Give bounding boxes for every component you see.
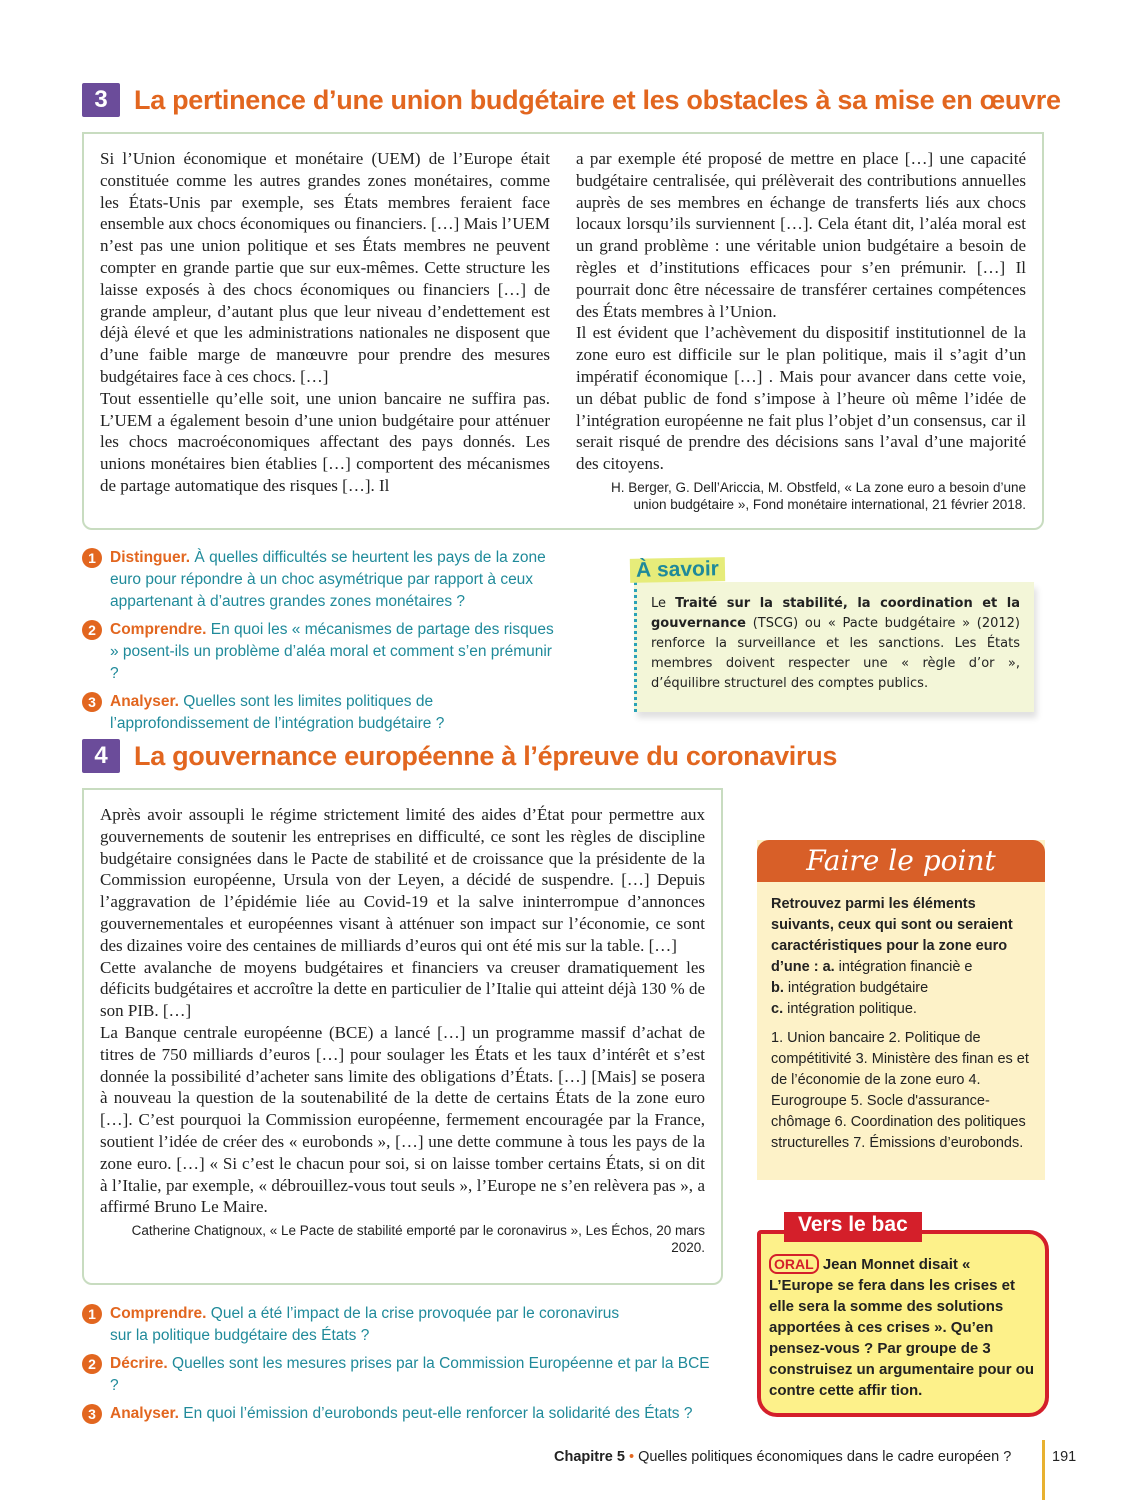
source-citation: H. Berger, G. Dell’Ariccia, M. Obstfeld, « La zone euro a besoin d’une union budgétaire », Fond monétaire international, 21 février 2018. bbox=[611, 479, 1026, 512]
a-savoir-text: Le Traité sur la stabilité, la coordination et la gouvernance (TSCG) ou « Pacte budgétaire » (2012) renforce la surveillance et les sanctions. Les États membres doivent respecter une « règle d’or », d’équilibre structurel des comptes publics. bbox=[634, 582, 1034, 712]
vers-le-bac-text: Jean Monnet disait « L’Europe se fera dans les crises et elle sera la somme des solutions apportées à ces crises ». Qu’en pensez-vous ? Par groupe de 3 construisez un argumentaire pour ou contre cette affir tion. bbox=[769, 1256, 1035, 1399]
section-4-heading bbox=[82, 739, 837, 773]
question-text: En quoi les « mécanismes de partage des risques » posent-ils un problème d’aléa moral et comment s’en prémunir ? bbox=[110, 621, 554, 682]
question-verb: Comprendre. bbox=[110, 1305, 207, 1322]
vers-le-bac-title: Vers le bac bbox=[784, 1212, 922, 1242]
question-text: Quelles sont les limites politiques de l’approfondissement de l’intégration budgétaire ? bbox=[110, 693, 445, 732]
section-title: La gouvernance européenne à l’épreuve du coronavirus bbox=[134, 740, 838, 771]
question bbox=[82, 1353, 722, 1397]
chapter-label: Chapitre 5 bbox=[554, 1449, 625, 1465]
question-number: 1 bbox=[82, 1304, 102, 1324]
faire-le-point-items: 1. Union bancaire 2. Politique de compétitivité 3. Ministère des finan es et de l’économie de la zone euro 4. Eurogroupe 5. Socle d'assurance-chômage 6. Coordination des politiques structurelles 7. Émissions d’eurobonds. bbox=[771, 1030, 1029, 1151]
faire-le-point-box bbox=[757, 840, 1045, 1180]
paragraph: Après avoir assoupli le régime strictement limité des aides d’État pour permettre aux gouvernements de soutenir les entreprises en difficulté, ce sont les règles de discipline budgétaire consignées dans le Pacte de stabilité et de croissance que la présidente de la Commission européenne, Ursula von der Leyen, a décidé de suspendre. […] Depuis l’aggravation de l’épidémie liée au Covid-19 et la salve ininterrompue d’annonces gouvernementales et européennes visant à atténuer son impact sur l’économie, ce sont des dizaines voire des centaines de milliards d’euros qui ont été mis sur la table. […] bbox=[100, 805, 705, 955]
questions-3 bbox=[82, 547, 562, 741]
question-text: En quoi l’émission d’eurobonds peut-elle renforcer la solidarité des États ? bbox=[183, 1405, 693, 1422]
a-savoir-tag: À savoir bbox=[630, 557, 725, 583]
document-4 bbox=[82, 788, 723, 1285]
question-verb: Décrire. bbox=[110, 1355, 168, 1372]
question-verb: Analyser. bbox=[110, 1405, 179, 1422]
paragraph: Si l’Union économique et monétaire (UEM) de l’Europe était constituée comme les autres grandes zones monétaires, comme les États-Unis par exemple, ses États membres feraient face ensemble aux chocs économiques ou financiers. […] Mais l’UEM n’est pas une union politique et ses États membres ne peuvent compter en grande partie que sur eux-mêmes. Cette structure les laisse exposés à des chocs économiques ou financiers […] de grande ampleur, d’autant plus que leur niveau d’endettement est déjà élevé et que les administrations nationales ne disposent que d’une faible marge de manœuvre pour prendre des mesures budgétaires face à ces chocs. […] bbox=[100, 149, 550, 386]
question-number: 3 bbox=[82, 692, 102, 712]
question bbox=[82, 691, 562, 735]
section-3-heading bbox=[82, 83, 1061, 117]
footer: Chapitre 5 • Quelles politiques économiques dans le cadre européen ? bbox=[554, 1449, 1012, 1465]
questions-4 bbox=[82, 1303, 722, 1431]
page-number: 191 bbox=[1052, 1449, 1077, 1465]
paragraph: Il est évident que l’achèvement du dispositif institutionnel de la zone euro est difficile sur le plan politique, mais il s’agit d’un impératif économique […] . Mais pour avancer dans cette voie, un débat public de fond s’impose à l’heure où même l’idée de l’intégration européenne ne fait plus l’objet d’un consensus, car il serait risqué de prendre des décisions sans l’aval d’une majorité des citoyens. bbox=[576, 323, 1026, 474]
section-number: 4 bbox=[82, 739, 120, 773]
question-verb: Analyser. bbox=[110, 693, 179, 710]
paragraph: La Banque centrale européenne (BCE) a lancé […] un programme massif d’achat de titres de 750 milliards d’euros […] pour soulager les États et les taux d’intérêt et s’est donnée la possibilité d’acheter sans limite des obligations d’États. […] [Mais] se posera à nouveau la question de la soutenabilité de la dette de certains États de la zone euro […]. C’est pourquoi la Commission européenne, fermement encouragée par la France, soutient l’idée de créer des « eurobonds », […] une dette commune à tous les pays de la zone euro. […] « Si c’est le chacun pour soi, si on laisse tomber certains États, si on dit à l’Italie, par exemple, « débrouillez-vous tout seuls », l’Europe ne s’en relèvera pas », a affirmé Bruno Le Maire. bbox=[100, 1022, 705, 1217]
vers-le-bac-box bbox=[757, 1230, 1049, 1417]
question-number: 1 bbox=[82, 548, 102, 568]
question bbox=[82, 1403, 722, 1425]
paragraph: a par exemple été proposé de mettre en place […] une capacité budgétaire centralisée, qui prélèverait des contributions annuelles auprès de ses membres en échange de transferts liés aux chocs locaux lorsqu’ils surviennent […]. Cela étant dit, l’aléa moral est un grand problème : une véritable union budgétaire a besoin de règles et d’institutions efficaces pour s’en prémunir. […] Il pourrait donc être nécessaire de transférer certaines compétences des États membres à l’Union. bbox=[576, 149, 1026, 321]
question-number: 3 bbox=[82, 1404, 102, 1424]
paragraph: Cette avalanche de moyens budgétaires et financiers va creuser dramatiquement les déficits budgétaires et accroître la dette en particulier de l’Italie qui atteint déjà 130 % de son PIB. […] bbox=[100, 957, 705, 1021]
paragraph: Tout essentielle qu’elle soit, une union bancaire ne suffira pas. L’UEM a également besoin d’une union budgétaire pour atténuer les chocs macroéconomiques affectant des pays donnés. Les unions monétaires bien établies […] comportent des mécanismes de partage automatique des risques […]. Il bbox=[100, 388, 550, 495]
question-number: 2 bbox=[82, 620, 102, 640]
a-savoir-box bbox=[620, 556, 1036, 716]
section-number: 3 bbox=[82, 83, 120, 117]
page-divider bbox=[1042, 1440, 1045, 1500]
oral-badge: ORAL bbox=[769, 1254, 819, 1274]
question-text: Quel a été l’impact de la crise provoquée par le coronavirus sur la politique budgétaire des États ? bbox=[110, 1305, 620, 1344]
question-number: 2 bbox=[82, 1354, 102, 1374]
question-text: À quelles difficultés se heurtent les pays de la zone euro pour répondre à un choc asymétrique par rapport à ceux appartenant à d’autres grandes zones monétaires ? bbox=[110, 549, 546, 610]
source-citation: Catherine Chatignoux, « Le Pacte de stabilité emporté par le coronavirus », Les Échos, 20 mars 2020. bbox=[131, 1223, 705, 1256]
section-title: La pertinence d’une union budgétaire et les obstacles à sa mise en œuvre bbox=[134, 84, 1061, 115]
chapter-title: Quelles politiques économiques dans le cadre européen ? bbox=[638, 1449, 1012, 1465]
question bbox=[82, 1303, 722, 1347]
question bbox=[82, 619, 562, 685]
question bbox=[82, 547, 562, 613]
document-3 bbox=[82, 132, 1044, 530]
question-verb: Comprendre. bbox=[110, 621, 207, 638]
question-verb: Distinguer. bbox=[110, 549, 191, 566]
faire-le-point-title: Faire le point bbox=[757, 840, 1045, 882]
faire-le-point-prompt: Retrouvez parmi les éléments suivants, ceux qui sont ou seraient caractéristiques pour la zone euro d’une : a. intégration financiè e b. intégration budgétaire c. intégration politique. bbox=[771, 896, 1013, 1017]
question-text: Quelles sont les mesures prises par la Commission Européenne et par la BCE ? bbox=[110, 1355, 710, 1394]
